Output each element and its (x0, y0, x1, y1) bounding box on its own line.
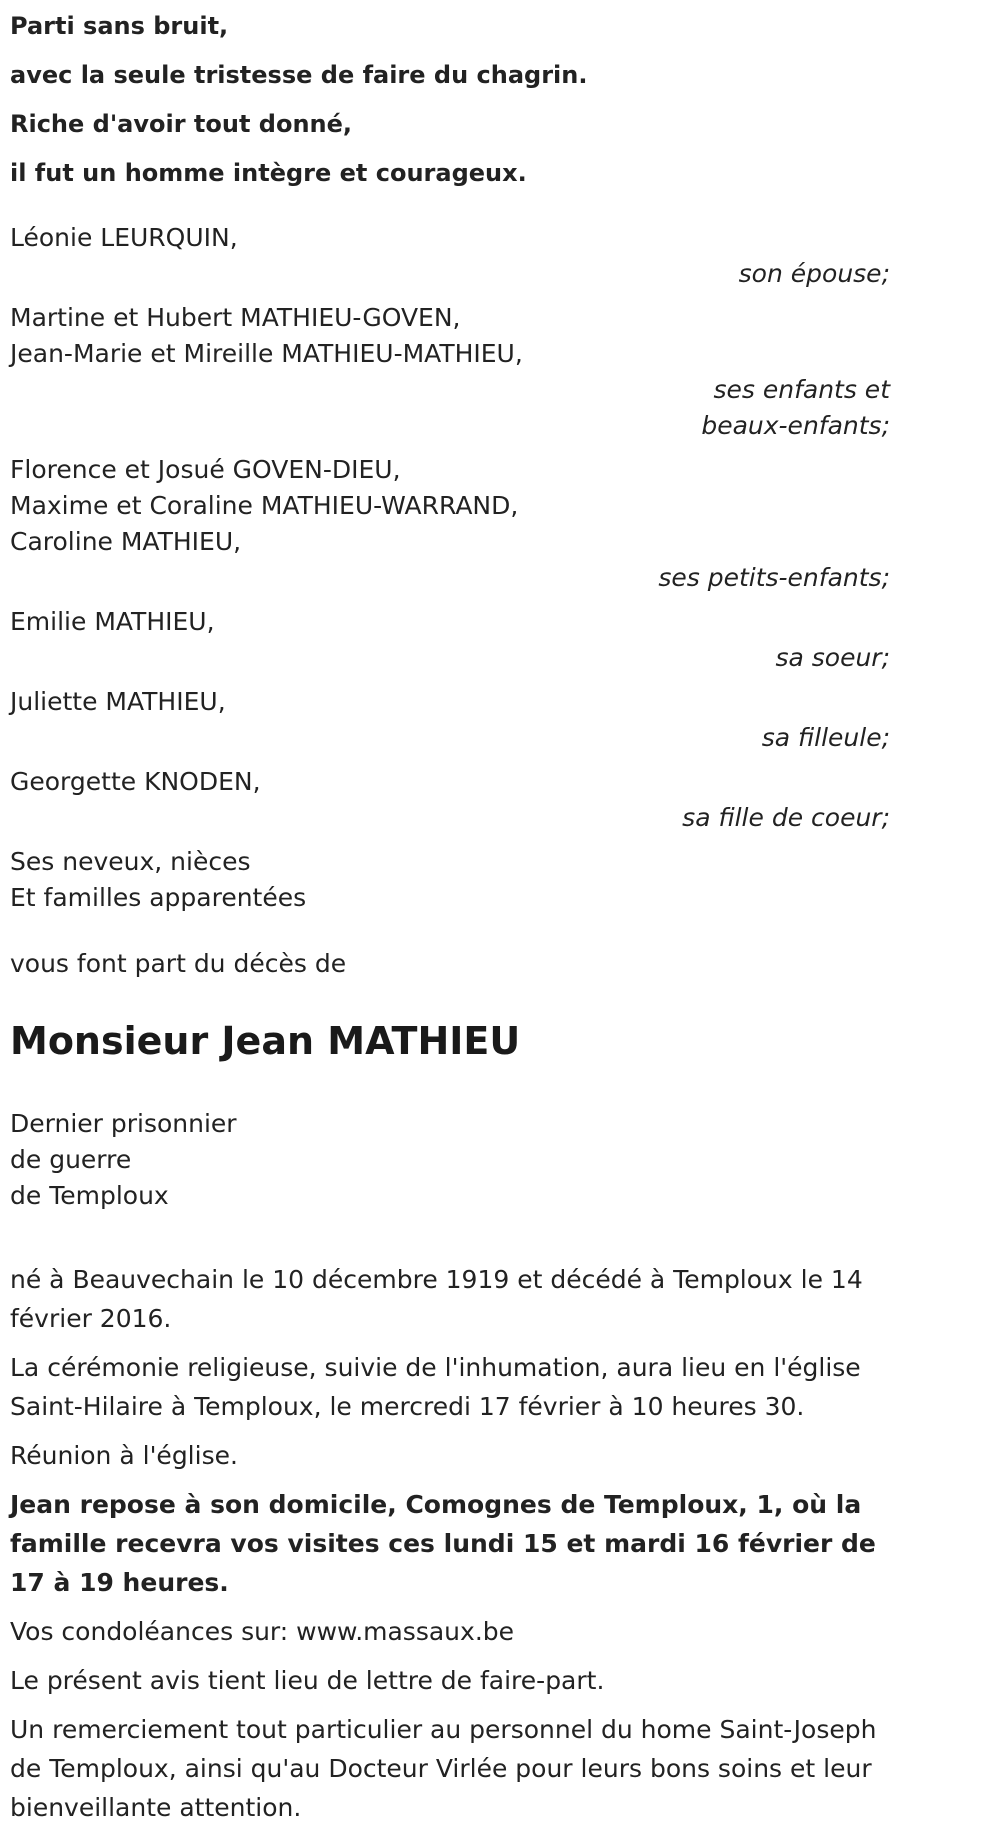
family-group (10, 452, 890, 596)
family-role: sa filleule; (761, 723, 890, 752)
title-line: de Temploux (10, 1181, 169, 1210)
deceased-title (10, 1106, 890, 1214)
family-role: sa fille de coeur; (682, 803, 890, 832)
visitation-paragraph: Jean repose à son domicile, Comognes de Temploux, 1, où la famille recevra vos visites ces lundi 15 et mardi 16 février de 17 à 19 heures. (10, 1490, 876, 1597)
poem-line: Riche d'avoir tout donné, (10, 110, 353, 138)
poem-line: avec la seule tristesse de faire du chagrin. (10, 61, 588, 89)
family-member: Et familles apparentées (10, 883, 307, 912)
birth-death-paragraph: né à Beauvechain le 10 décembre 1919 et décédé à Temploux le 14 février 2016. (10, 1265, 863, 1333)
family-role: beaux-enfants; (701, 411, 890, 440)
family-group (10, 684, 890, 756)
title-line: de guerre (10, 1145, 132, 1174)
family-role: ses petits-enfants; (658, 563, 890, 592)
family-group (10, 764, 890, 836)
deceased-name: Monsieur Jean MATHIEU (10, 1019, 521, 1063)
family-list (10, 220, 890, 916)
ceremony-paragraph: La cérémonie religieuse, suivie de l'inhumation, aura lieu en l'église Saint-Hilaire à Temploux, le mercredi 17 février à 10 heures 30. (10, 1353, 861, 1421)
notice-paragraph: Le présent avis tient lieu de lettre de faire-part. (10, 1666, 605, 1695)
family-group (10, 844, 890, 916)
family-member: Georgette KNODEN, (10, 767, 261, 796)
meeting-paragraph: Réunion à l'église. (10, 1441, 238, 1470)
family-group (10, 300, 890, 444)
family-member: Caroline MATHIEU, (10, 527, 242, 556)
family-member: Ses neveux, nièces (10, 847, 251, 876)
family-member: Juliette MATHIEU, (10, 687, 226, 716)
family-group (10, 604, 890, 676)
poem-line: il fut un homme intègre et courageux. (10, 159, 527, 187)
family-group (10, 220, 890, 292)
family-role: ses enfants et (713, 375, 890, 404)
title-line: Dernier prisonnier (10, 1109, 237, 1138)
poem-line: Parti sans bruit, (10, 12, 229, 40)
poem (10, 0, 890, 198)
family-member: Florence et Josué GOVEN-DIEU, (10, 455, 401, 484)
family-member: Emilie MATHIEU, (10, 607, 215, 636)
condolences-paragraph: Vos condoléances sur: www.massaux.be (10, 1617, 515, 1646)
family-role: son épouse; (738, 259, 890, 288)
family-role: sa soeur; (775, 643, 890, 672)
announcement: vous font part du décès de (10, 949, 347, 978)
family-member: Jean-Marie et Mireille MATHIEU-MATHIEU, (10, 339, 523, 368)
family-member: Maxime et Coraline MATHIEU-WARRAND, (10, 491, 519, 520)
thanks-paragraph: Un remerciement tout particulier au personnel du home Saint-Joseph de Temploux, ainsi qu'au Docteur Virlée pour leurs bons soins et leur bienveillante attention. (10, 1715, 877, 1822)
family-member: Martine et Hubert MATHIEU-GOVEN, (10, 303, 461, 332)
family-member: Léonie LEURQUIN, (10, 223, 238, 252)
